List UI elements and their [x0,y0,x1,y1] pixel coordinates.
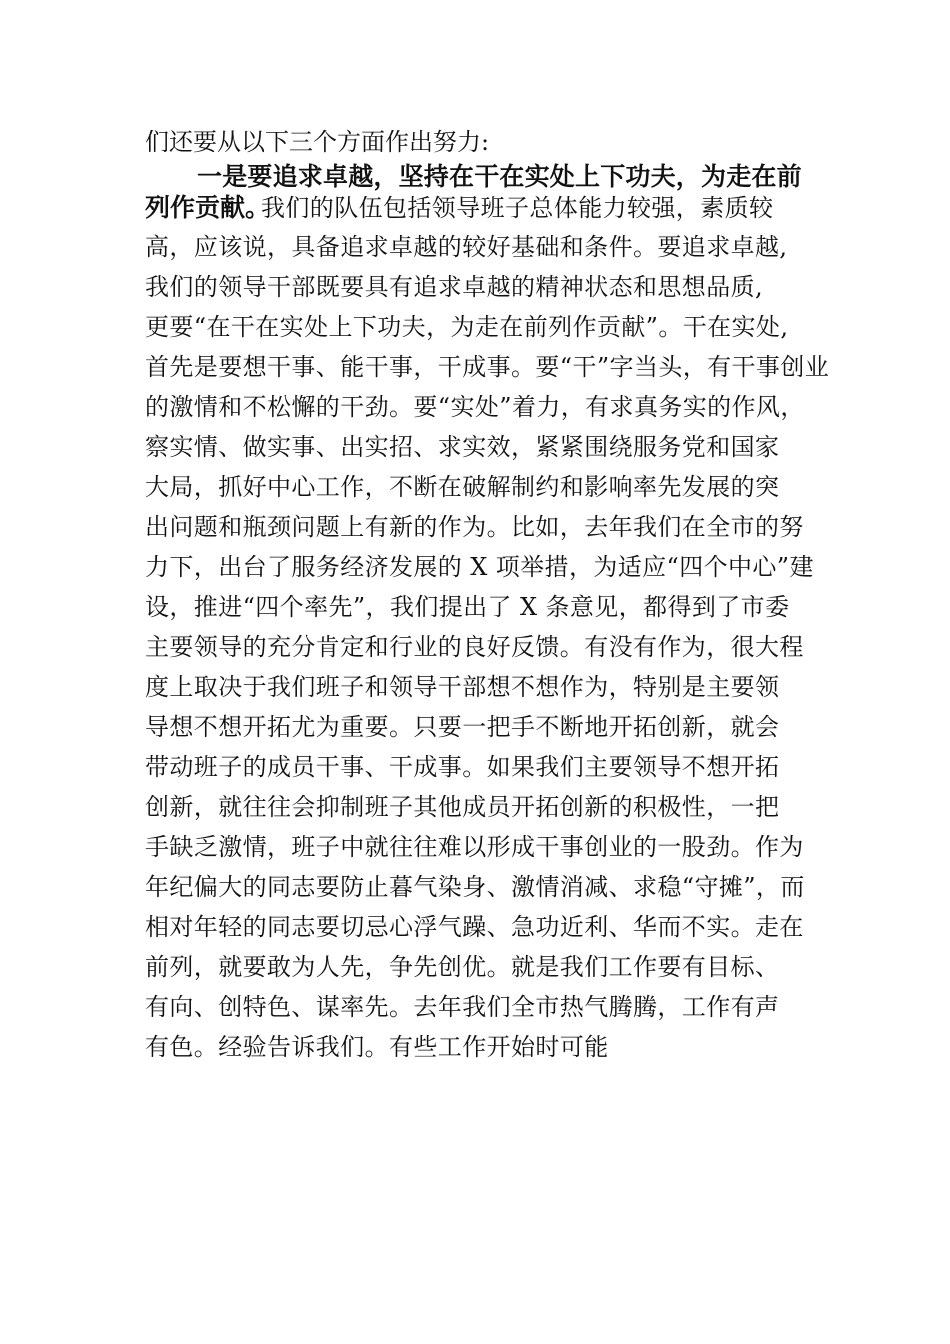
paragraph-line: 力下，出台了服务经济发展的 X 项举措，为适应“四个中心”建 [145,553,814,581]
paragraph-line: 年纪偏大的同志要防止暮气染身、激情消减、求稳“守摊”，而 [145,873,805,901]
paragraph-line: 手缺乏激情，班子中就往往难以形成干事创业的一股劲。作为 [145,833,804,861]
paragraph-line: 的激情和不松懈的干劲。要“实处”着力，有求真务实的作风， [145,393,805,421]
paragraph-line: 相对年轻的同志要切忌心浮气躁、急功近利、华而不实。走在 [145,913,804,941]
paragraph-line: 更要“在干在实处上下功夫，为走在前列作贡献”。干在实处, [145,313,789,341]
section-heading-continued: 列作贡献。 [145,193,271,222]
paragraph-line: 有色。经验告诉我们。有些工作开始时可能 [145,1033,609,1061]
paragraph-line: 导想不想开拓尤为重要。只要一把手不断地开拓创新，就会 [145,713,780,741]
paragraph-line: 我们的领导干部既要具有追求卓越的精神状态和思想品质, [145,273,764,301]
paragraph-line: 大局，抓好中心工作，不断在破解制约和影响率先发展的突 [145,473,780,501]
paragraph [145,227,830,1067]
paragraph-line: 首先是要想干事、能干事，干成事。要“干”字当头，有干事创业 [145,353,830,381]
paragraph-line: 设，推进“四个率先”，我们提出了 X 条意见，都得到了市委 [145,593,790,621]
heading-continuation-row [145,191,825,225]
paragraph-line: 主要领导的充分肯定和行业的良好反馈。有没有作为，很大程 [145,633,804,661]
intro-line: 们还要从以下三个方面作出努力: [145,128,490,156]
document-body [145,122,830,1067]
paragraph-line: 有向、创特色、谋率先。去年我们全市热气腾腾，工作有声 [145,993,780,1021]
paragraph-line: 度上取决于我们班子和领导干部想不想作为，特别是主要领 [145,673,780,701]
paragraph-line: 高，应该说，具备追求卓越的较好基础和条件。要追求卓越, [145,233,788,261]
paragraph-line: 带动班子的成员干事、干成事。如果我们主要领导不想开拓 [145,753,780,781]
paragraph-line: 创新，就往往会抑制班子其他成员开拓创新的积极性，一把 [145,793,780,821]
paragraph-line: 我们的队伍包括领导班子总体能力较强，素质较 [261,194,774,222]
paragraph-line: 前列，就要敢为人先，争先创优。就是我们工作要有目标、 [145,953,780,981]
paragraph-line: 出问题和瓶颈问题上有新的作为。比如，去年我们在全市的努 [145,513,804,541]
section-heading: 一是要追求卓越，坚持在干在实处上下功夫，为走在前 [197,162,802,191]
paragraph-line: 察实情、做实事、出实招、求实效，紧紧围绕服务党和国家 [145,433,780,461]
